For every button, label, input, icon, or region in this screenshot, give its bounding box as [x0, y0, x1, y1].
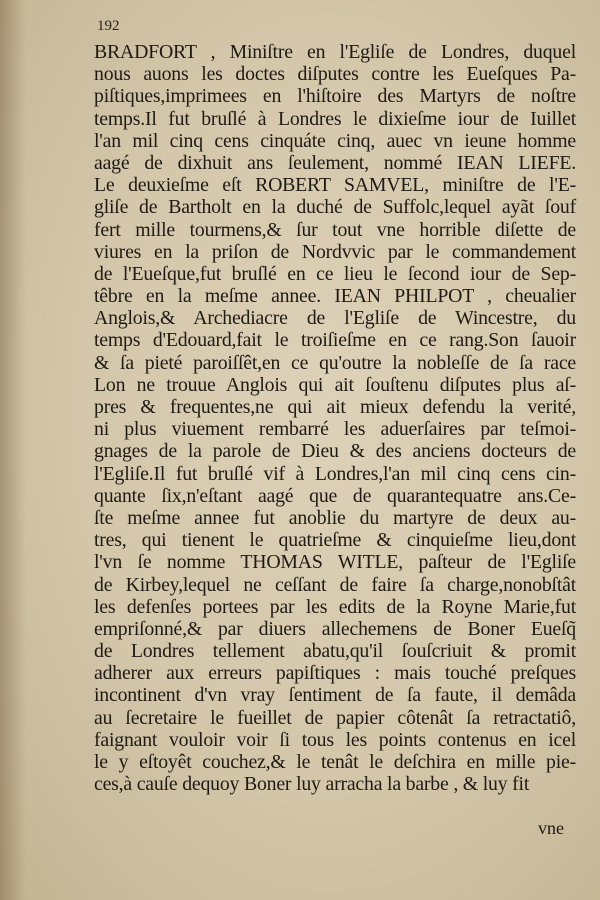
- text-line: ſte meſme annee fut anoblie du martyre de deux au-: [94, 506, 576, 529]
- text-line: tres, qui tienent le quatrieſme & cinquieſme lieu,dont: [94, 529, 576, 552]
- text-line: incontinent d'vn vray ſentiment de ſa faute, il demâda: [94, 684, 576, 707]
- text-line: Anglois,& Archediacre de l'Egliſe de Wincestre, du: [94, 307, 576, 330]
- text-line: le y eſtoyêt couchez,& le tenât le deſchira en mille pie-: [94, 751, 576, 773]
- text-line: pres & frequentes,ne qui ait mieux defendu la verité,: [94, 396, 576, 418]
- text-line: & ſa pieté paroiſſêt,en ce qu'outre la nobleſſe de ſa race: [94, 351, 576, 374]
- text-line: les defenſes portees par les edits de la Royne Marie,fut: [94, 595, 576, 618]
- text-line: gnages de la parole de Dieu & des anciens docteurs de: [94, 440, 576, 463]
- text-line: nous auons les doctes diſputes contre les Eueſques Pa-: [94, 63, 576, 86]
- text-line: empriſonné,& par diuers allechemens de Boner Eueſq̃: [94, 617, 576, 640]
- text-line: temps d'Edouard,fait le troiſieſme en ce rang.Son ſauoir: [94, 329, 576, 352]
- text-line: faignant vouloir voir ſi tous les points contenus en icel: [94, 728, 576, 751]
- text-line: viures en la priſon de Nordvvic par le commandement: [94, 240, 576, 263]
- text-line: l'Egliſe.Il fut bruſlé vif à Londres,l'an mil cinq cens cin-: [94, 462, 576, 485]
- text-line: adherer aux erreurs papiſtiques : mais touché preſques: [94, 662, 576, 685]
- text-line: têbre en la meſme annee. IEAN PHILPOT , cheualier: [94, 285, 576, 308]
- text-line: quante ſix,n'eſtant aagé que de quarantequatre ans.Ce-: [94, 484, 576, 507]
- text-line: BRADFORT , Miniſtre en l'Egliſe de Londres, duquel: [94, 41, 576, 63]
- text-line: aagé de dixhuit ans ſeulement, nommé IEAN LIEFE.: [94, 151, 576, 174]
- text-line: l'an mil cinq cens cinquáte cinq, auec vn ieune homme: [94, 129, 576, 152]
- text-line: gliſe de Bartholt en la duché de Suffolc,lequel ayãt ſouf: [94, 196, 576, 219]
- text-line: l'vn ſe nomme THOMAS WITLE, paſteur de l'Egliſe: [94, 551, 576, 574]
- text-line: de Londres tellement abatu,qu'il ſouſcriuit & promit: [94, 640, 576, 663]
- text-line: Le deuxieſme eſt ROBERT SAMVEL, miniſtre de l'E-: [94, 174, 576, 197]
- catchword: vne: [538, 818, 564, 838]
- text-line: temps.Il fut bruſlé à Londres le dixieſme iour de Iuillet: [94, 107, 576, 130]
- text-line: de Kirbey,lequel ne ceſſant de faire ſa charge,nonobſtât: [94, 573, 576, 596]
- page-gutter-shadow: [0, 0, 26, 900]
- text-line: de l'Eueſque,fut bruſlé en ce lieu le ſecond iour de Sep-: [94, 262, 576, 285]
- text-line: au ſecretaire le fueillet de papier côtenât ſa retractatiô,: [94, 706, 576, 729]
- body-text: [94, 41, 576, 795]
- text-line: fert mille tourmens,& ſur tout vne horrible diſette de: [94, 218, 576, 241]
- text-line: ces,à cauſe dequoy Boner luy arracha la barbe , & luy fit: [94, 773, 530, 796]
- text-line: ni plus viuement rembarré les aduerſaires par teſmoi-: [94, 418, 576, 441]
- text-line: Lon ne trouue Anglois qui ait ſouſtenu diſputes plus aſ-: [94, 373, 576, 396]
- text-line: piſtiques,imprimees en l'hiſtoire des Martyrs de noſtre: [94, 85, 576, 108]
- page-number: 192: [97, 18, 120, 34]
